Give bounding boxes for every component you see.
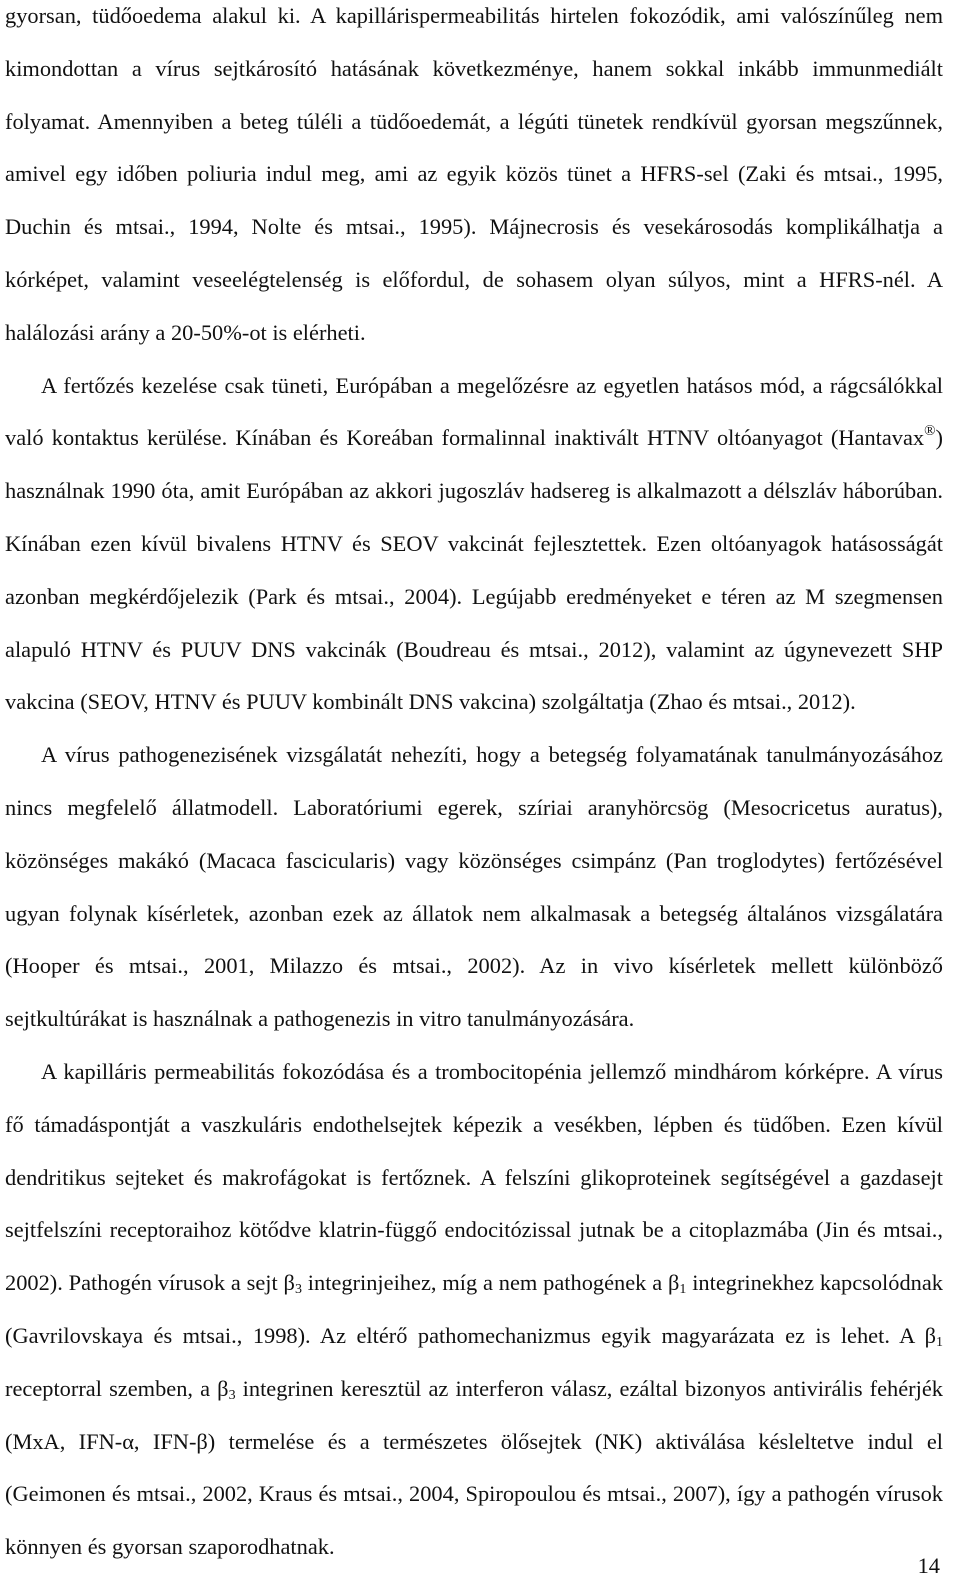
paragraph-text: gyorsan, tüdőoedema alakul ki. A kapillárispermeabilitás hirtelen fokozódik, ami valószínűleg nem kimondottan a vírus sejtkárosító hatásának következménye, hanem sokkal inkább immunmediált folyamat. Amennyiben a beteg túléli a tüdőoedemát, a légúti tünetek rendkívül gyorsan megszűnnek, amivel egy időben poliuria indul meg, ami az egyik közös tünet a HFRS-sel (Zaki és mtsai., 1995, Duchin és mtsai., 1994, Nolte és mtsai., 1995). Májnecrosis és vesekárosodás komplikálhatja a kórképet, valamint veseelégtelenség is előfordul, de sohasem olyan súlyos, mint a HFRS-nél. A halálozási arány a 20-50%-ot is elérheti.: [5, 3, 943, 345]
subscript-3: 3: [294, 1282, 302, 1298]
text-body: [5, 0, 943, 1574]
paragraph-treatment-vaccines: [5, 360, 943, 730]
paragraph-text: A kapilláris permeabilitás fokozódása és a trombocitopénia jellemző mindhárom kórképre. A vírus fő támadáspontját a vaszkuláris endothelsejtek képezik a vesékben, lépben és tüdőben. Ezen kívül dendritikus sejteket és makrofágokat is fertőznek. A felszíni glikoproteinek segítségével a gazdasejt sejtfelszíni receptoraihoz kötődve klatrin-függő endocitózissal jutnak be a citoplazmába (Jin és mtsai., 2002). Pathogén vírusok a sejt β: [5, 1058, 943, 1296]
paragraph-text: A vírus pathogenezisének vizsgálatát nehezíti, hogy a betegség folyamatának tanulmányozásához nincs megfelelő állatmodell. Laboratóriumi egerek, szíriai aranyhörcsög (Mesocricetus auratus), közönséges makákó (Macaca fascicularis) vagy közönséges csimpánz (Pan troglodytes) fertőzésével ugyan folynak kísérletek, azonban ezek az állatok nem alkalmasak a betegség általános vizsgálatára (Hooper és mtsai., 2001, Milazzo és mtsai., 2002). Az in vivo kísérletek mellett különböző sejtkultúrákat is használnak a pathogenezis in vitro tanulmányozására.: [5, 742, 943, 1032]
paragraph-text: integrinjeihez, míg a nem pathogének a β: [301, 1270, 680, 1296]
paragraph-animal-models: [5, 729, 943, 1046]
paragraph-text: ) használnak 1990 óta, amit Európában az akkori jugoszláv hadsereg is alkalmazott a délszláv háborúban. Kínában ezen kívül bivalens HTNV és SEOV vakcinát fejlesztettek. Ezen oltóanyagok hatásosságát azonban megkérdőjelezik (Park és mtsai., 2004). Legújabb eredményeket e téren az M szegmensen alapuló HTNV és PUUV DNS vakcinák (Boudreau és mtsai., 2012), valamint az úgynevezett SHP vakcina (SEOV, HTNV és PUUV kombinált DNS vakcina) szolgáltatja (Zhao és mtsai., 2012).: [5, 425, 943, 715]
paragraph-text: integrinen keresztül az interferon válasz, ezáltal bizonyos antivirális fehérjék (MxA, IFN-α, IFN-β) termelése és a természetes ölősejtek (NK) aktiválása késleltetve indul el (Geimonen és mtsai., 2002, Kraus és mtsai., 2004, Spiropoulou és mtsai., 2007), így a pathogén vírusok könnyen és gyorsan szaporodhatnak.: [5, 1375, 943, 1560]
paragraph-pulmonary-syndrome: [5, 0, 943, 360]
page-number: 14: [917, 1553, 940, 1578]
subscript-1: 1: [936, 1334, 943, 1350]
subscript-3: 3: [228, 1387, 236, 1403]
paragraph-pathomechanism: [5, 1046, 943, 1574]
paragraph-text: integrinekhez kapcsolódnak (Gavrilovskaya és mtsai., 1998). Az eltérő pathomechanizmus egyik magyarázata ez is lehet. A β: [5, 1270, 943, 1348]
registered-mark: ®: [924, 423, 936, 440]
paragraph-text: receptorral szemben, a β: [5, 1375, 229, 1401]
paragraph-text: A fertőzés kezelése csak tüneti, Európában a megelőzésre az egyetlen hatásos mód, a rágcsálókkal való kontaktus kerülése. Kínában és Koreában formalinnal inaktivált HTNV oltóanyagot (Hantavax: [5, 372, 943, 451]
subscript-1: 1: [679, 1282, 687, 1298]
